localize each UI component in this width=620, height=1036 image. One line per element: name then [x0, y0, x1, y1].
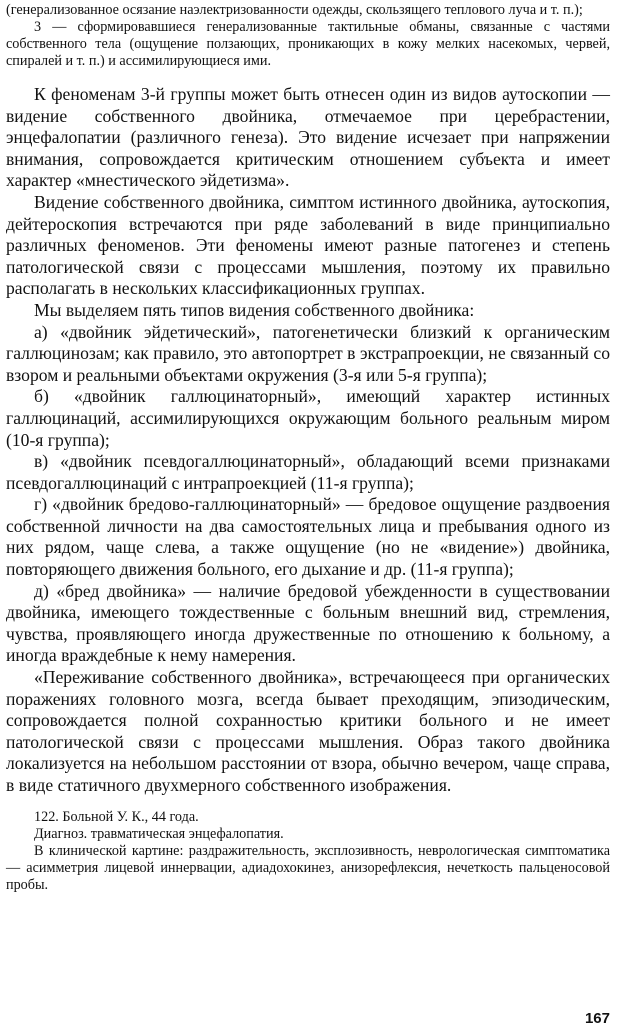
case-title: 122. Больной У. К., 44 года. — [34, 808, 199, 825]
list-item-b: б) «двойник галлюцинаторный», имеющий характер истинных галлюцинаций, ассимилирующихся окружающим больного реальным миром (10-я группа); — [6, 386, 610, 450]
book-page — [6, 0, 610, 894]
paragraph-4: «Переживание собственного двойника», встречающееся при органических поражениях головного мозга, всегда бывает преходящим, эпизодическим, сопровождается полной сохранностью критики больного и не имеет патологической связи с процессами мышления. Образ такого двойника локализуется на небольшом расстоянии от взора, обычно вечером, чаще справа, в виде статичного двухмерного собственного изображения. — [6, 667, 610, 795]
list-item-v: в) «двойник псевдогаллюцинаторный», обладающий всеми признаками псевдогаллюцинаций с интрапроекцией (11-я группа); — [6, 451, 610, 493]
page-number: 167 — [584, 1010, 610, 1027]
case-clinic: В клинической картине: раздражительность, эксплозивность, неврологическая симптоматика — асимметрия лицевой иннервации, адиадохокинез, анизорефлексия, нечеткость пальценосовой пробы. — [6, 842, 610, 893]
list-item-d: д) «бред двойника» — наличие бредовой убежденности в существовании двойника, имеющего тождественные с больным внешний вид, стремления, чувства, проявляющего иногда дружественные по отношению к больному, а иногда враждебные к нему намерения. — [6, 580, 610, 666]
list-item-3: 3 — сформировавшиеся генерализованные тактильные обманы, связанные с частями собственного тела (ощущение ползающих, проникающих в кожу мелких насекомых, червей, спиралей и т. п.) и ассимилирующиеся ими. — [6, 19, 610, 69]
list-item-g: г) «двойник бредово-галлюцинаторный» — бредовое ощущение раздвоения собственной личности на два самостоятельных лица и пребывания одного из них рядом, чаще слева, а также ощущение (но не «видение») двойника, повторяющего движения больного, его дыхание и др. (11-я группа); — [6, 494, 610, 580]
paragraph-1: К феноменам 3-й группы может быть отнесен один из видов аутоскопии — видение собственного двойника, отмечаемое при церебрастении, энцефалопатии (различного генеза). Это видение исчезает при напряжении внимания, сопровождается критическим отношением субъекта и имеет характер «мнестического эйдетизма». — [6, 84, 610, 191]
case-diagnosis: Диагноз. травматическая энцефалопатия. — [34, 825, 284, 842]
paragraph-3: Мы выделяем пять типов видения собственного двойника: — [34, 299, 475, 320]
paragraph-2: Видение собственного двойника, симптом истинного двойника, аутоскопия, дейтероскопия встречаются при ряде заболеваний в виде принципиально различных феноменов. Эти феномены имеют разные патогенез и степень патологической связи с процессами мышления, поэтому их правильно располагать в нескольких классификационных группах. — [6, 191, 610, 299]
top-fragment: (генерализованное осязание наэлектризованности одежды, скользящего теплового луча и т. п.); — [6, 2, 583, 18]
list-item-a: а) «двойник эйдетический», патогенетически близкий к органическим галлюцинозам; как правило, это автопортрет в экстрапроекции, не связанный со взором и реальными объектами окружения (3-я или 5-я группа); — [6, 321, 610, 385]
